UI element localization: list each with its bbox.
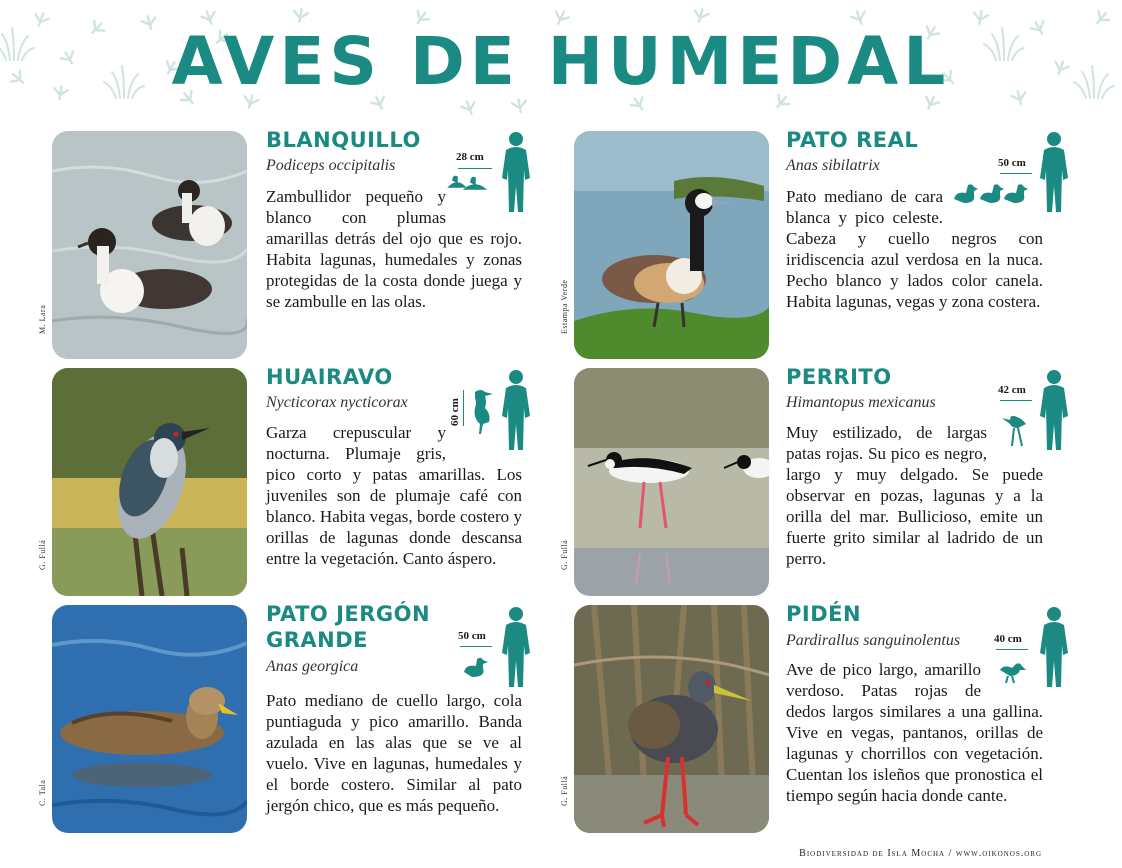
scientific-name: Nycticorax nycticorax (266, 394, 408, 411)
bird-name: PATO REAL (786, 128, 919, 152)
photo-credit: C. Tala (38, 779, 47, 806)
bird-description: Pato mediano de cara blanca y pico celeste. Cabeza y cuello negros con iridiscencia azul verdosa en la nuca. Pecho blanco y lados color canela. Habita lagunas, vegas y zona costera. (786, 187, 1043, 311)
bird-photo (574, 605, 769, 833)
size-underline (463, 390, 464, 426)
bird-name: BLANQUILLO (266, 128, 421, 152)
photo-credit: Estampa Verde (560, 279, 569, 334)
size-underline (458, 168, 492, 169)
photo-credit: G. Fullá (38, 539, 47, 570)
bird-name: PATO JERGÓN GRANDE (266, 602, 431, 652)
size-underline (1000, 173, 1032, 174)
scientific-name: Himantopus mexicanus (786, 394, 936, 411)
size-label: 50 cm (998, 157, 1026, 169)
size-underline (460, 646, 492, 647)
scientific-name: Anas sibilatrix (786, 157, 880, 174)
size-label: 60 cm (449, 398, 461, 426)
scientific-name: Anas georgica (266, 658, 359, 675)
bird-photo (52, 131, 247, 359)
scientific-name: Pardirallus sanguinolentus (786, 632, 961, 649)
header-banner (0, 0, 1122, 118)
bird-photo (574, 368, 769, 596)
size-label: 40 cm (994, 633, 1022, 645)
page-title: AVES DE HUMEDAL (171, 23, 951, 100)
bird-photo (52, 605, 247, 833)
photo-credit: G. Fullá (560, 775, 569, 806)
bird-name: PIDÉN (786, 602, 862, 626)
duck-icon (462, 656, 490, 678)
photo-credit: G. Fullá (560, 539, 569, 570)
photo-credit: M. Lara (38, 304, 47, 334)
size-label: 28 cm (456, 151, 484, 163)
bird-photo (574, 131, 769, 359)
size-underline (1000, 400, 1032, 401)
scientific-name: Podiceps occipitalis (266, 157, 396, 174)
bird-photo (52, 368, 247, 596)
bird-description: Muy estilizado, de largas patas rojas. Su pico es negro, largo y muy delgado. Se puede observar en pozas, lagunas y a la orilla del mar. Bullicioso, emite un fuerte grito similar al ladrido de un perro. (786, 423, 1043, 568)
bird-description: Garza crepuscular y nocturna. Plumaje gris, pico corto y patas amarillas. Los juveniles son de plumaje café con blanco. Habita vegas, borde costero y orillas de lagunas donde descansa entre la vegetación. Canto áspero. (266, 423, 522, 568)
bird-description: Pato mediano de cuello largo, cola puntiaguda y pico amarillo. Banda azulada en las alas que se ve al vuelo. Vive en lagunas, humedales y el borde costero. Similar al pato jergón chico, que es más pequeño. (266, 691, 522, 815)
size-underline (996, 649, 1028, 650)
bird-description: Zambullidor pequeño y blanco con plumas amarillas detrás del ojo que es rojo. Habita lagunas, humedales y zonas protegidas de la costa donde juega y se zambulle en las olas. (266, 187, 522, 311)
bird-name: PERRITO (786, 365, 892, 389)
person-silhouette-icon (500, 605, 532, 690)
footer-credit: Biodiversidad de Isla Mocha / www.oikonos.org (799, 848, 1042, 859)
bird-description: Ave de pico largo, amarillo verdoso. Patas rojas de dedos largos similares a una gallina. Vive en vegas, pantanos, orillas de lagunas y chorrillos con vegetación. Cuentan los isleños que pronostica el tiempo según hacia donde cante. (786, 660, 1043, 805)
size-label: 42 cm (998, 384, 1026, 396)
size-label: 50 cm (458, 630, 486, 642)
bird-name: HUAIRAVO (266, 365, 393, 389)
